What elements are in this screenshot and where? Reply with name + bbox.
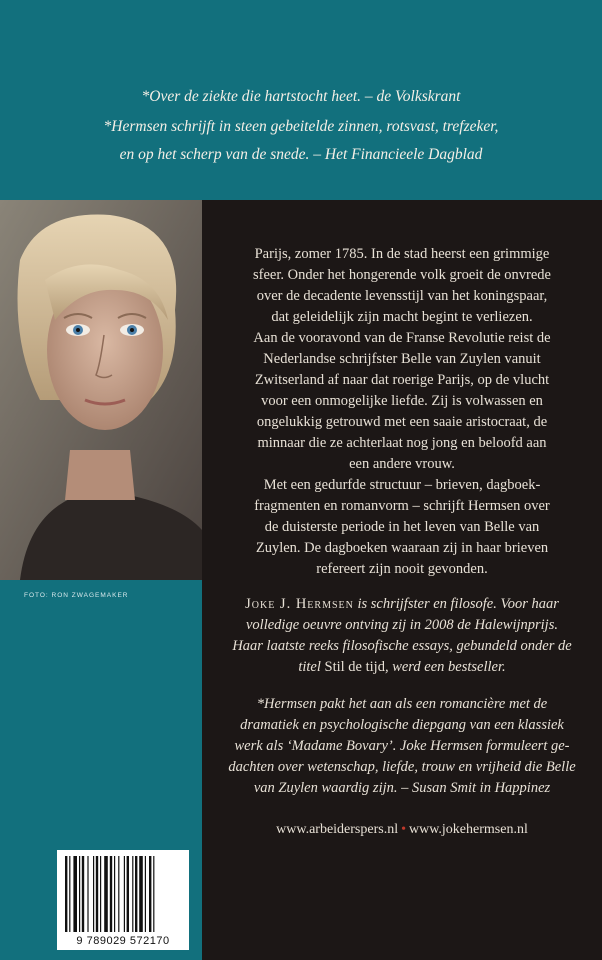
synopsis-line: ongelukkig getrouwd met een saaie aristocraat, de: [256, 414, 548, 430]
synopsis-line: Parijs, zomer 1785. In de stad heerst een grimmige: [254, 246, 550, 262]
isbn-number: 9 789029 572170: [76, 935, 170, 947]
review-line: dachten over wetenschap, liefde, trouw en vrijheid die Belle: [228, 759, 576, 775]
author-bio-line: volledige oeuvre ontving zij in 2008 de Halewijnprijs.: [246, 617, 558, 633]
quote-volkskrant: *Over de ziekte die hartstocht heet. – de Volkskrant: [141, 88, 461, 105]
synopsis-line: Met een gedurfde structuur – brieven, dagboek-: [263, 477, 541, 493]
synopsis-line: refereert zijn nooit gevonden.: [316, 561, 488, 577]
synopsis-line: minnaar die ze achterlaat nog jong en beloofd aan: [257, 435, 547, 451]
synopsis-line: Zwitserland af naar dat roerige Parijs, op de vlucht: [254, 372, 550, 388]
synopsis-line: Zuylen. De dagboeken waaraan zij in haar brieven: [255, 540, 549, 556]
synopsis-line: dat geleidelijk zijn macht begint te verliezen.: [271, 309, 533, 325]
synopsis: [202, 244, 602, 580]
synopsis-line: de duisterste periode in het leven van Belle van: [264, 519, 540, 535]
review-line: van Zuylen waardig zijn. – Susan Smit in Happinez: [253, 780, 551, 796]
publisher-website[interactable]: www.arbeiderspers.nl: [276, 822, 399, 837]
photo-credit: FOTO: RON ZWAGEMAKER: [24, 592, 129, 599]
websites: [202, 822, 602, 838]
author-name: Joke J. Hermsen: [245, 596, 354, 612]
synopsis-line: sfeer. Onder het hongerende volk groeit de onvrede: [253, 267, 551, 283]
synopsis-line: een andere vrouw.: [349, 456, 455, 472]
synopsis-line: voor een onmogelijke liefde. Zij is volwassen en: [261, 393, 543, 409]
review-line: dramatiek en psychologische diepgang van een klassiek: [240, 717, 564, 733]
synopsis-line: Aan de vooravond van de Franse Revolutie reist de: [253, 330, 551, 346]
author-bio-text: titel: [298, 659, 325, 675]
quote-fd-line1: *Hermsen schrijft in steen gebeitelde zinnen, rotsvast, trefzeker,: [103, 118, 499, 135]
synopsis-line: fragmenten en romanvorm – schrijft Hermsen over: [254, 498, 550, 514]
author-bio-text: , werd een bestseller.: [384, 659, 506, 675]
synopsis-line: Nederlandse schrijfster Belle van Zuylen vanuit: [263, 351, 541, 367]
review-line: *Hermsen pakt het aan als een romancière met de: [256, 696, 548, 712]
author-bio-line: is schrijfster en filosofe. Voor haar: [353, 596, 559, 612]
review-quote: [202, 694, 602, 799]
review-line: werk als ‘Madame Bovary’. Joke Hermsen formuleert ge-: [234, 738, 570, 754]
author-bio: [202, 594, 602, 678]
quote-fd-line2: en op het scherp van de snede. – Het Financieele Dagblad: [119, 146, 483, 163]
synopsis-line: over de decadente levensstijl van het koningspaar,: [256, 288, 548, 304]
separator-dot: •: [401, 822, 406, 837]
author-photo: [0, 200, 202, 580]
essay-title: Stil de tijd: [324, 659, 385, 675]
author-bio-line: Haar laatste reeks filosofische essays, gebundeld onder de: [232, 638, 572, 654]
isbn-barcode: [57, 850, 189, 950]
author-website[interactable]: www.jokehermsen.nl: [409, 822, 528, 837]
